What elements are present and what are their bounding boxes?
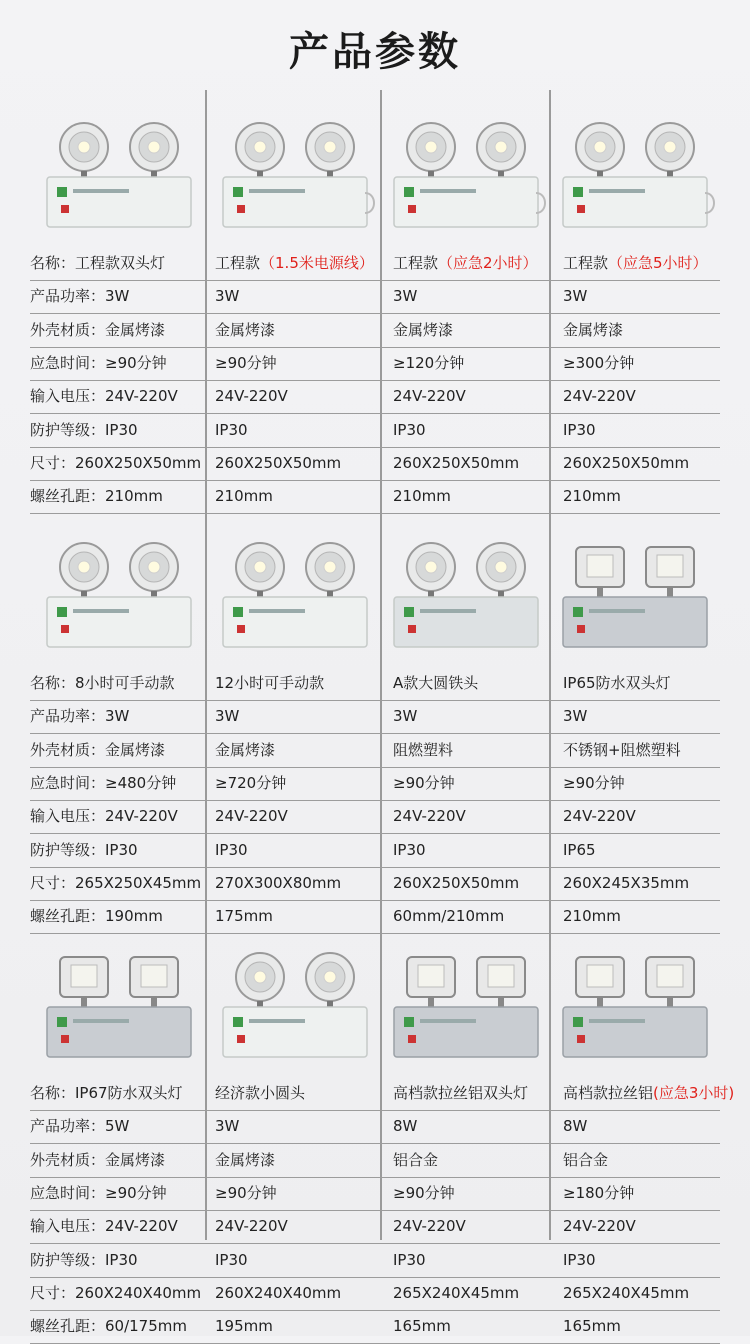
spec-value: 3W [563, 287, 588, 306]
page-title: 产品参数 [289, 29, 461, 75]
spec-name [215, 667, 393, 700]
spec-name-highlight: (应急3小时) [653, 1084, 735, 1102]
spec-row-name [30, 1077, 735, 1111]
spec-hole [215, 480, 393, 513]
spec-size [215, 447, 393, 480]
spec-value: 金属烤漆 [563, 320, 624, 339]
spec-time [30, 1177, 215, 1210]
spec-name [30, 247, 215, 280]
spec-row-material [30, 734, 720, 768]
spec-value: ≥90分钟 [393, 773, 455, 792]
spec-value: 经济款小圆头 [215, 1084, 306, 1102]
spec-value: ≥180分钟 [563, 1183, 635, 1202]
spec-value: ≥120分钟 [393, 353, 465, 372]
spec-voltage [563, 800, 720, 833]
spec-size [30, 447, 215, 480]
spec-time [30, 767, 215, 800]
spec-value: 24V-220V [215, 387, 288, 406]
spec-row-power [30, 280, 720, 314]
spec-material [563, 734, 720, 767]
spec-power [393, 700, 563, 733]
spec-voltage [30, 800, 215, 833]
spec-value: 24V-220V [563, 807, 636, 826]
spec-size [563, 1277, 720, 1310]
spec-size [215, 867, 393, 900]
spec-time [393, 1177, 563, 1210]
spec-name [563, 667, 720, 700]
spec-value: 名称：8小时可手动款 [30, 674, 175, 692]
product-image [30, 928, 207, 1078]
spec-value: 金属烤漆 [215, 740, 276, 759]
spec-value: 24V-220V [393, 807, 466, 826]
spec-material [215, 314, 393, 347]
spec-row-name [30, 247, 720, 281]
spec-ip [393, 1244, 563, 1277]
spec-value: 265X240X45mm [393, 1283, 520, 1302]
spec-voltage [393, 1210, 563, 1243]
spec-value: 工程款 [393, 254, 439, 272]
spec-value: IP30 [215, 1250, 248, 1269]
spec-hole [30, 480, 215, 513]
product-image [382, 518, 550, 668]
spec-value: 195mm [215, 1317, 273, 1336]
spec-name-highlight: （1.5米电源线） [260, 254, 374, 272]
spec-value: IP30 [393, 1250, 426, 1269]
spec-value: 210mm [563, 487, 621, 506]
spec-value: 螺丝孔距：210mm [30, 487, 163, 506]
spec-material [393, 1144, 563, 1177]
spec-value: 金属烤漆 [215, 1150, 276, 1169]
product-image [207, 518, 382, 668]
spec-power [215, 280, 393, 313]
spec-value: 外壳材质：金属烤漆 [30, 740, 166, 759]
spec-value: 产品功率：5W [30, 1117, 130, 1136]
spec-row-size [30, 447, 720, 481]
spec-voltage [215, 380, 393, 413]
spec-value: 阻燃塑料 [393, 740, 454, 759]
spec-value: 24V-220V [215, 807, 288, 826]
product-image [207, 928, 382, 1078]
spec-row-name [30, 667, 720, 701]
spec-row-time [30, 347, 720, 381]
product-image [550, 98, 720, 248]
spec-value: ≥720分钟 [215, 773, 287, 792]
spec-material [30, 734, 215, 767]
spec-power [563, 280, 720, 313]
spec-size [563, 447, 720, 480]
spec-name [393, 247, 563, 280]
spec-ip [393, 414, 563, 447]
spec-size [393, 447, 563, 480]
spec-value: 265X240X45mm [563, 1283, 690, 1302]
spec-row-material [30, 1144, 720, 1178]
spec-row-power [30, 700, 720, 734]
spec-voltage [563, 1210, 720, 1243]
spec-power [393, 1110, 563, 1143]
spec-row-size [30, 867, 720, 901]
spec-voltage [393, 800, 563, 833]
spec-name [215, 1077, 393, 1110]
spec-power [30, 1110, 215, 1143]
spec-value: 3W [215, 1117, 240, 1136]
spec-value: IP30 [563, 420, 596, 439]
spec-material [215, 734, 393, 767]
spec-material [30, 314, 215, 347]
spec-value: 3W [563, 707, 588, 726]
spec-size [30, 1277, 215, 1310]
spec-value: 防护等级：IP30 [30, 840, 138, 859]
spec-value: 24V-220V [215, 1217, 288, 1236]
spec-row-power [30, 1110, 720, 1144]
spec-voltage [393, 380, 563, 413]
spec-power [563, 700, 720, 733]
spec-value: 24V-220V [563, 387, 636, 406]
spec-value: 8W [563, 1117, 588, 1136]
spec-power [30, 700, 215, 733]
spec-value: 260X250X50mm [563, 453, 690, 472]
spec-ip [215, 414, 393, 447]
spec-value: 3W [215, 707, 240, 726]
product-image [382, 928, 550, 1078]
spec-value: 24V-220V [393, 387, 466, 406]
spec-row-voltage [30, 1210, 720, 1244]
spec-value: 210mm [215, 487, 273, 506]
spec-value: 3W [215, 287, 240, 306]
spec-value: 应急时间：≥480分钟 [30, 773, 177, 792]
spec-value: 输入电压：24V-220V [30, 1217, 178, 1236]
product-image [550, 518, 720, 668]
spec-ip [563, 414, 720, 447]
spec-value: ≥90分钟 [215, 353, 277, 372]
spec-power [215, 1110, 393, 1143]
spec-value: 260X245X35mm [563, 873, 690, 892]
spec-time [563, 1177, 720, 1210]
spec-hole [393, 480, 563, 513]
spec-material [563, 1144, 720, 1177]
spec-value: 产品功率：3W [30, 707, 130, 726]
product-image [550, 928, 720, 1078]
spec-name-highlight: （应急2小时） [438, 254, 538, 272]
spec-value: 12小时可手动款 [215, 674, 325, 692]
spec-voltage [30, 1210, 215, 1243]
spec-value: 不锈钢+阻燃塑料 [563, 740, 681, 759]
spec-material [563, 314, 720, 347]
spec-ip [30, 1244, 215, 1277]
spec-ip [563, 1244, 720, 1277]
spec-material [393, 734, 563, 767]
spec-time [393, 347, 563, 380]
spec-row-time [30, 767, 720, 801]
spec-value: 工程款 [563, 254, 609, 272]
spec-size [30, 867, 215, 900]
spec-name-highlight: （应急5小时） [608, 254, 708, 272]
spec-value: 260X250X50mm [393, 873, 520, 892]
product-image [207, 98, 382, 248]
product-image [30, 518, 207, 668]
spec-voltage [215, 1210, 393, 1243]
spec-value: 260X250X50mm [393, 453, 520, 472]
spec-value: 工程款 [215, 254, 261, 272]
spec-power [30, 280, 215, 313]
spec-value: 尺寸：265X250X45mm [30, 873, 202, 892]
spec-value: 外壳材质：金属烤漆 [30, 1150, 166, 1169]
spec-size [215, 1277, 393, 1310]
spec-time [215, 1177, 393, 1210]
spec-value: 高档款拉丝铝双头灯 [393, 1084, 529, 1102]
spec-row-ip [30, 834, 720, 868]
spec-value: IP65防水双头灯 [563, 674, 671, 692]
spec-value: ≥90分钟 [215, 1183, 277, 1202]
spec-row-size [30, 1277, 720, 1311]
spec-value: 金属烤漆 [393, 320, 454, 339]
spec-time [30, 347, 215, 380]
product-section [0, 920, 750, 1336]
spec-value: 高档款拉丝铝 [563, 1084, 654, 1102]
spec-value: 外壳材质：金属烤漆 [30, 320, 166, 339]
spec-time [563, 767, 720, 800]
spec-value: 尺寸：260X240X40mm [30, 1283, 202, 1302]
spec-voltage [215, 800, 393, 833]
spec-hole [393, 1310, 563, 1343]
spec-value: A款大圆铁头 [393, 674, 479, 692]
spec-value: ≥90分钟 [563, 773, 625, 792]
spec-value: 螺丝孔距：190mm [30, 907, 163, 926]
spec-value: 175mm [215, 907, 273, 926]
spec-value: 270X300X80mm [215, 873, 342, 892]
spec-name [393, 667, 563, 700]
spec-ip [30, 834, 215, 867]
spec-material [393, 314, 563, 347]
spec-value: 铝合金 [563, 1150, 609, 1169]
spec-value: ≥90分钟 [393, 1183, 455, 1202]
spec-value: 产品功率：3W [30, 287, 130, 306]
spec-time [393, 767, 563, 800]
spec-hole [30, 1310, 215, 1343]
spec-size [393, 1277, 563, 1310]
spec-name [563, 247, 720, 280]
spec-material [215, 1144, 393, 1177]
spec-row-hole [30, 480, 720, 514]
spec-value: 210mm [393, 487, 451, 506]
spec-value: 165mm [563, 1317, 621, 1336]
spec-name [563, 1077, 735, 1110]
spec-row-hole [30, 1310, 720, 1344]
spec-value: 260X240X40mm [215, 1283, 342, 1302]
spec-value: 应急时间：≥90分钟 [30, 1183, 167, 1202]
spec-value: 8W [393, 1117, 418, 1136]
spec-hole [563, 480, 720, 513]
spec-value: 165mm [393, 1317, 451, 1336]
spec-value: 输入电压：24V-220V [30, 807, 178, 826]
spec-value: IP30 [215, 420, 248, 439]
spec-value: IP65 [563, 840, 596, 859]
spec-row-material [30, 314, 720, 348]
spec-ip [30, 414, 215, 447]
spec-value: IP30 [563, 1250, 596, 1269]
spec-time [215, 347, 393, 380]
spec-ip [563, 834, 720, 867]
spec-value: 3W [393, 707, 418, 726]
spec-voltage [30, 380, 215, 413]
spec-hole [563, 1310, 720, 1343]
spec-value: 铝合金 [393, 1150, 439, 1169]
product-image [382, 98, 550, 248]
spec-value: 输入电压：24V-220V [30, 387, 178, 406]
spec-value: 名称：工程款双头灯 [30, 254, 166, 272]
spec-time [563, 347, 720, 380]
spec-name [30, 667, 215, 700]
spec-ip [393, 834, 563, 867]
spec-value: IP30 [215, 840, 248, 859]
spec-hole [215, 1310, 393, 1343]
spec-value: 3W [393, 287, 418, 306]
spec-value: 名称：IP67防水双头灯 [30, 1084, 183, 1102]
spec-value: 防护等级：IP30 [30, 1250, 138, 1269]
spec-power [393, 280, 563, 313]
spec-value: 防护等级：IP30 [30, 420, 138, 439]
spec-value: IP30 [393, 840, 426, 859]
spec-power [215, 700, 393, 733]
spec-size [563, 867, 720, 900]
spec-value: IP30 [393, 420, 426, 439]
product-section [0, 510, 750, 926]
spec-voltage [563, 380, 720, 413]
spec-value: ≥300分钟 [563, 353, 635, 372]
spec-row-voltage [30, 800, 720, 834]
spec-name [30, 1077, 215, 1110]
spec-name [215, 247, 393, 280]
spec-row-time [30, 1177, 720, 1211]
spec-power [563, 1110, 720, 1143]
spec-name [393, 1077, 563, 1110]
spec-value: 应急时间：≥90分钟 [30, 353, 167, 372]
spec-row-voltage [30, 380, 720, 414]
spec-ip [215, 1244, 393, 1277]
spec-value: 210mm [563, 907, 621, 926]
spec-value: 螺丝孔距：60/175mm [30, 1317, 187, 1336]
spec-value: 金属烤漆 [215, 320, 276, 339]
spec-size [393, 867, 563, 900]
spec-row-ip [30, 1244, 720, 1278]
product-image [30, 98, 207, 248]
spec-time [215, 767, 393, 800]
spec-ip [215, 834, 393, 867]
spec-value: 60mm/210mm [393, 907, 505, 926]
spec-row-ip [30, 414, 720, 448]
spec-value: 24V-220V [393, 1217, 466, 1236]
spec-value: 24V-220V [563, 1217, 636, 1236]
spec-material [30, 1144, 215, 1177]
product-section [0, 90, 750, 506]
spec-value: 260X250X50mm [215, 453, 342, 472]
spec-value: 尺寸：260X250X50mm [30, 453, 202, 472]
